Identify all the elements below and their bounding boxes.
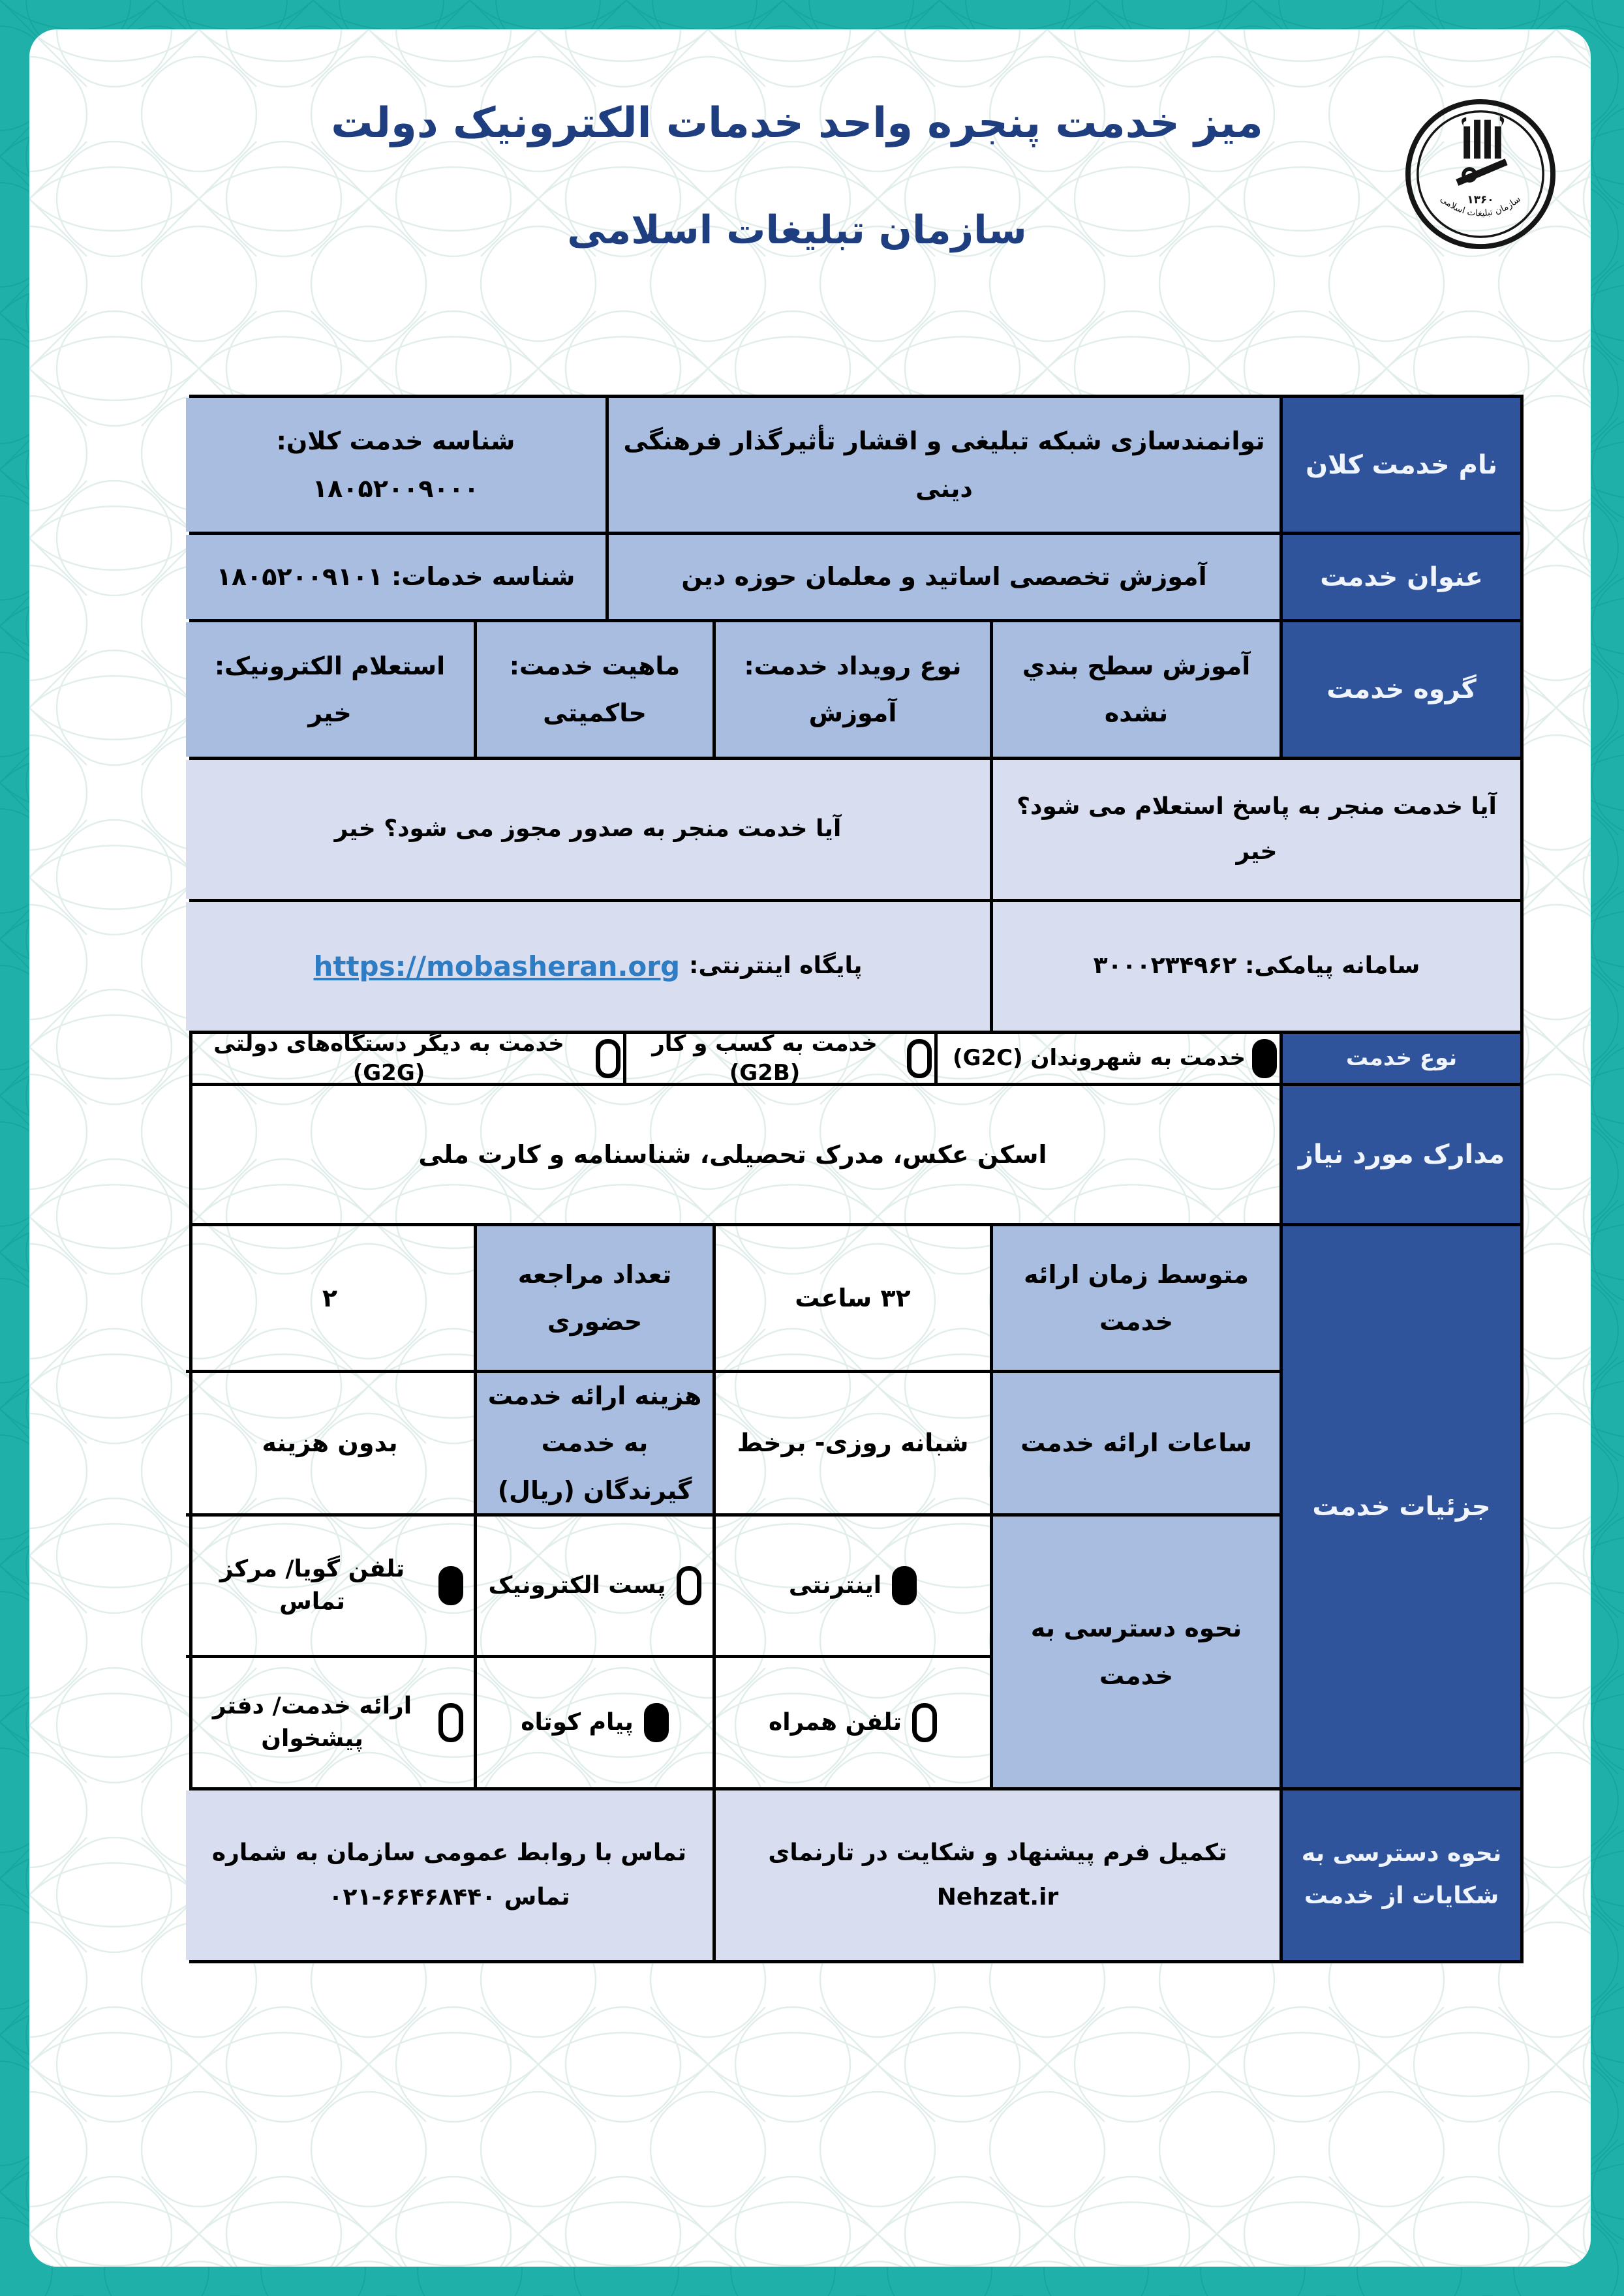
checkbox-mobile[interactable] <box>912 1703 937 1742</box>
row-header-service-group: گروه خدمت <box>1279 622 1520 757</box>
checkbox-ivr[interactable] <box>438 1566 463 1605</box>
label-email: پست الکترونیک <box>488 1572 666 1599</box>
website-link[interactable]: https://mobasheran.org <box>313 950 681 982</box>
access-label: نحوه دسترسی به خدمت <box>990 1517 1279 1787</box>
page-title: میز خدمت پنجره واحد خدمات الکترونیک دولت <box>331 99 1263 147</box>
row-header-documents: مدارک مورد نیاز <box>1279 1086 1520 1223</box>
document-header <box>29 91 1591 307</box>
visits-label: تعداد مراجعه حضوری <box>474 1226 712 1370</box>
service-einquiry-value: خیر <box>308 699 352 727</box>
org-logo <box>1403 97 1558 252</box>
hours-label: ساعات ارائه خدمت <box>990 1373 1279 1513</box>
complaints-phone: تماس با روابط عمومی سازمان به شماره تماس ۶۶۴۶۸۴۴۰-۰۲۱ <box>186 1790 712 1960</box>
service-nature <box>474 622 712 757</box>
hours-value: شبانه روزی- برخط <box>712 1373 990 1513</box>
checkbox-g2g[interactable] <box>596 1039 620 1078</box>
service-type-option-g2b[interactable] <box>623 1031 934 1086</box>
avg-time-label: متوسط زمان ارائه خدمت <box>990 1226 1279 1370</box>
website-label: پایگاه اینترنتی: <box>689 952 863 980</box>
label-mobile: تلفن همراه <box>768 1709 902 1736</box>
service-title-name: آموزش تخصصی اساتید و معلمان حوزه دین <box>605 535 1279 619</box>
org-logo-emblem <box>1403 97 1558 252</box>
macro-service-name: توانمندسازی شبکه تبلیغی و اقشار تأثیرگذار فرهنگی دینی <box>605 398 1279 532</box>
row-header-macro-service: نام خدمت کلان <box>1279 398 1520 532</box>
row-documents <box>192 1083 1520 1223</box>
logo-year: ۱۳۶۰ <box>1467 192 1494 206</box>
row-header-service-details: جزئیات خدمت <box>1279 1226 1520 1787</box>
row-service-group <box>192 619 1520 757</box>
access-option-ivr[interactable] <box>186 1517 474 1655</box>
row-questions <box>192 757 1520 899</box>
checkbox-internet[interactable] <box>892 1566 917 1605</box>
document-card <box>29 29 1591 2267</box>
label-sms: پیام کوتاه <box>521 1709 634 1736</box>
license-question: آیا خدمت منجر به صدور مجوز می شود؟ خیر <box>186 760 990 899</box>
cost-value: بدون هزینه <box>262 1428 398 1458</box>
service-einquiry-label: استعلام الکترونیک: <box>214 651 446 680</box>
row-header-service-type: نوع خدمت <box>1279 1034 1520 1083</box>
checkbox-sms[interactable] <box>644 1703 669 1742</box>
checkbox-g2c[interactable] <box>1252 1039 1277 1078</box>
label-internet: اینترنتی <box>788 1572 882 1599</box>
row-avg-time <box>186 1226 1279 1370</box>
row-access-1 <box>186 1517 990 1655</box>
label-g2c: خدمت به شهروندان (G2C) <box>953 1045 1246 1072</box>
label-counter: ارائه خدمت/ دفتر پیشخوان <box>212 1692 412 1753</box>
avg-time-value: ۳۲ ساعت <box>712 1226 990 1370</box>
row-access-2 <box>186 1655 990 1787</box>
sms-system: سامانه پیامکی: ۳۰۰۰۲۳۴۹۶۲ <box>990 902 1520 1031</box>
service-table <box>189 395 1524 1963</box>
service-event-type <box>712 622 990 757</box>
row-service-type <box>192 1031 1520 1086</box>
row-service-hours <box>186 1370 1279 1513</box>
label-g2g: خدمت به دیگر دستگاه‌های دولتی (G2G) <box>213 1031 564 1086</box>
access-option-internet[interactable] <box>712 1517 990 1655</box>
checkbox-email[interactable] <box>677 1566 701 1605</box>
checkbox-counter[interactable] <box>438 1703 463 1742</box>
logo-org-name: سازمان تبلیغات اسلامی <box>1438 194 1523 219</box>
visits-value: ۲ <box>322 1283 338 1312</box>
access-option-mobile[interactable] <box>712 1658 990 1787</box>
service-nature-label: ماهیت خدمت: <box>509 651 681 680</box>
rows-access-methods <box>186 1513 1279 1787</box>
service-group-value: آموزش سطح بندي نشده <box>990 622 1279 757</box>
website-cell <box>186 902 990 1031</box>
row-header-complaints: نحوه دسترسی به شکایات از خدمت <box>1279 1790 1520 1960</box>
service-type-option-g2c[interactable] <box>934 1034 1279 1083</box>
inquiry-question: آیا خدمت منجر به پاسخ استعلام می شود؟ خیر <box>990 760 1520 899</box>
checkbox-g2b[interactable] <box>907 1039 932 1078</box>
access-option-email[interactable] <box>474 1517 712 1655</box>
service-type-option-g2g[interactable] <box>186 1031 623 1086</box>
label-ivr: تلفن گویا/ مرکز تماس <box>219 1555 405 1616</box>
row-header-service-title: عنوان خدمت <box>1279 535 1520 619</box>
access-option-sms[interactable] <box>474 1658 712 1787</box>
access-option-counter[interactable] <box>186 1658 474 1787</box>
org-title: سازمان تبلیغات اسلامی <box>567 207 1027 253</box>
row-complaints <box>192 1787 1520 1960</box>
label-g2b: خدمت به کسب و کار (G2B) <box>652 1031 878 1086</box>
documents-value: اسکن عکس، مدرک تحصیلی، شناسنامه و کارت ملی <box>418 1140 1047 1169</box>
row-macro-service <box>192 398 1520 532</box>
complaints-online: تکمیل فرم پیشنهاد و شکایت در تارنمای Nehzat.ir <box>712 1790 1279 1960</box>
service-event-value: آموزش <box>808 699 897 727</box>
row-service-title <box>192 532 1520 619</box>
row-contact-channels <box>192 899 1520 1031</box>
service-einquiry <box>186 622 474 757</box>
macro-service-code: شناسه خدمت کلان: ۱۸۰۵۲۰۰۹۰۰۰ <box>186 398 605 532</box>
service-nature-value: حاکمیتی <box>543 699 647 727</box>
service-title-code: شناسه خدمات: ۱۸۰۵۲۰۰۹۱۰۱ <box>186 535 605 619</box>
service-event-label: نوع رویداد خدمت: <box>744 651 962 680</box>
section-service-details <box>192 1223 1520 1787</box>
cost-label: هزینه ارائه خدمت به خدمت گیرندگان (ریال) <box>474 1373 712 1513</box>
